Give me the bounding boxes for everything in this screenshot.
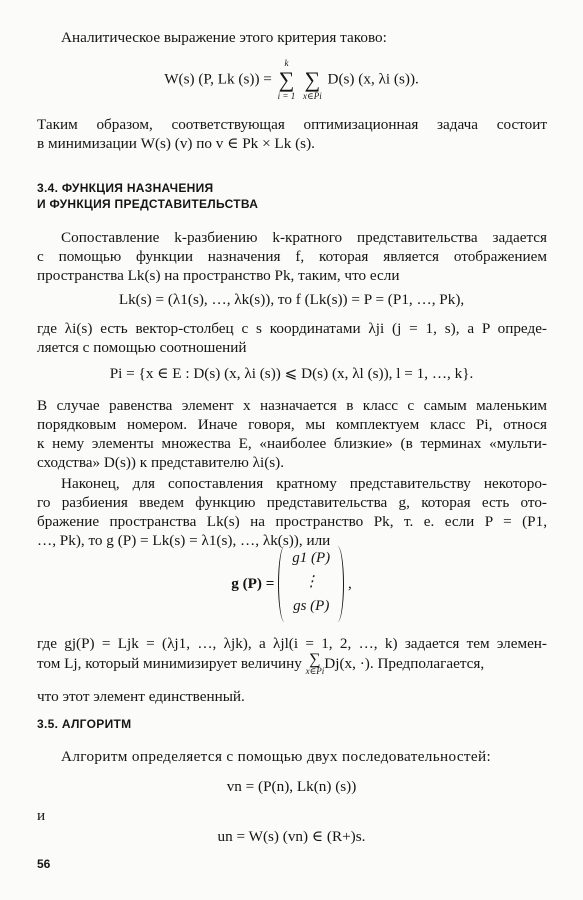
paragraph-comparison (37, 228, 547, 285)
text-line: ляется с помощью соотношений (37, 339, 247, 356)
text-line: Сопоставление k-разбиению k-кратного представительства задается (61, 229, 547, 246)
small-sum-limit: x∈Pi (305, 666, 325, 676)
text-line: …, Pk), то g (P) = Lk(s) = λ1(s), …, λk(s)), или (37, 532, 331, 549)
vector-entry-dots: ⋮ (303, 574, 319, 590)
column-vector (278, 546, 344, 622)
text-fragment: Dj(x, ·). Предполагается, (324, 654, 485, 672)
page-number: 56 (37, 857, 51, 871)
vector-entry-top: g1 (P) (292, 550, 331, 566)
vector-lhs: g (P) = (231, 575, 275, 592)
text-line: пространства Lk(s) на пространство Pk, таким, что если (37, 267, 400, 284)
equation-criterion-lhs: W(s) (P, Lk (s)) = (164, 70, 276, 88)
paragraph-algorithm: Алгоритм определяется с помощью двух последовательностей: (61, 748, 492, 765)
heading-line: 3.4. ФУНКЦИЯ НАЗНАЧЕНИЯ (37, 181, 214, 195)
section-heading-3-4 (37, 180, 258, 212)
text-fragment: том Lj, который минимизирует величину (37, 654, 306, 672)
sum-symbol-x: ∑ x∈Pi (303, 67, 322, 101)
text-line: бражение пространства Lk(s) на пространство Pk, т. е. если P = (P1, (37, 513, 547, 530)
sum-symbol-i: k ∑ i = 1 (277, 58, 296, 101)
equation-class-definition: Pi = {x ∈ E : D(s) (x, λi (s)) ⩽ D(s) (x, λl (s)), l = 1, …, k}. (109, 365, 474, 382)
text-line: порядковым номером. Иначе говоря, мы комплектуем класс Pi, относя (37, 416, 547, 433)
text-line: В случае равенства элемент x назначается в класс с самым маленьким (37, 397, 547, 414)
text-line: в минимизации W(s) (v) по v ∈ Pk × Lk (s). (37, 135, 315, 152)
text-line: сходства» D(s)) к представителю λi(s). (37, 454, 285, 471)
vector-entry-bottom: gs (P) (293, 598, 330, 614)
sum-lower-limit: i = 1 (277, 91, 296, 101)
paragraph-where (37, 319, 547, 357)
sum-lower-limit-x: x∈Pi (303, 91, 322, 101)
text-line-with-sum (37, 653, 547, 687)
equation-criterion-rhs: D(s) (x, λi (s)). (327, 70, 419, 88)
text-line: что этот элемент единственный. (37, 688, 245, 705)
text-line: к нему элементы множества E, «наиболее близкие» (в терминах «мульти- (37, 435, 547, 452)
vector-comma: , (348, 575, 352, 592)
small-sum: ∑ x∈Pi (305, 651, 325, 676)
equation-vn: vn = (P(n), Lk(n) (s)) (226, 778, 357, 795)
sum-upper-limit: k (284, 58, 289, 68)
text-line: где gj(P) = Ljk = (λj1, …, λjk), а λjl(i = 1, 2, …, k) задается тем элемен- (37, 635, 547, 652)
paragraph-gj (37, 634, 547, 706)
text-line: с помощью функции назначения f, которая является отображением (37, 248, 547, 265)
paragraph-optimization (37, 115, 547, 153)
heading-line: И ФУНКЦИЯ ПРЕДСТАВИТЕЛЬСТВА (37, 197, 259, 211)
word-and: и (37, 807, 46, 824)
text-line: го разбиения введем функцию представительства g, которая есть ото- (37, 494, 547, 511)
equation-criterion (0, 58, 583, 102)
section-heading-3-5: 3.5. АЛГОРИТМ (37, 717, 132, 731)
equation-assignment: Lk(s) = (λ1(s), …, λk(s)), то f (Lk(s)) = P = (P1, …, Pk), (118, 291, 465, 308)
paragraph-representation (37, 474, 547, 550)
paragraph-equality (37, 396, 547, 472)
equation-representation-vector (0, 546, 583, 622)
paragraph-intro: Аналитическое выражение этого критерия таково: (61, 29, 387, 46)
right-paren (331, 546, 344, 622)
text-line: Наконец, для сопоставления кратному представительству некоторо- (61, 475, 547, 492)
text-line: где λi(s) есть вектор-столбец с s координатами λji (j = 1, s), а P опреде- (37, 320, 547, 337)
text-line: Таким образом, соответствующая оптимизационная задача состоит (37, 116, 547, 133)
equation-un: un = W(s) (vn) ∈ (R+)s. (217, 828, 366, 845)
